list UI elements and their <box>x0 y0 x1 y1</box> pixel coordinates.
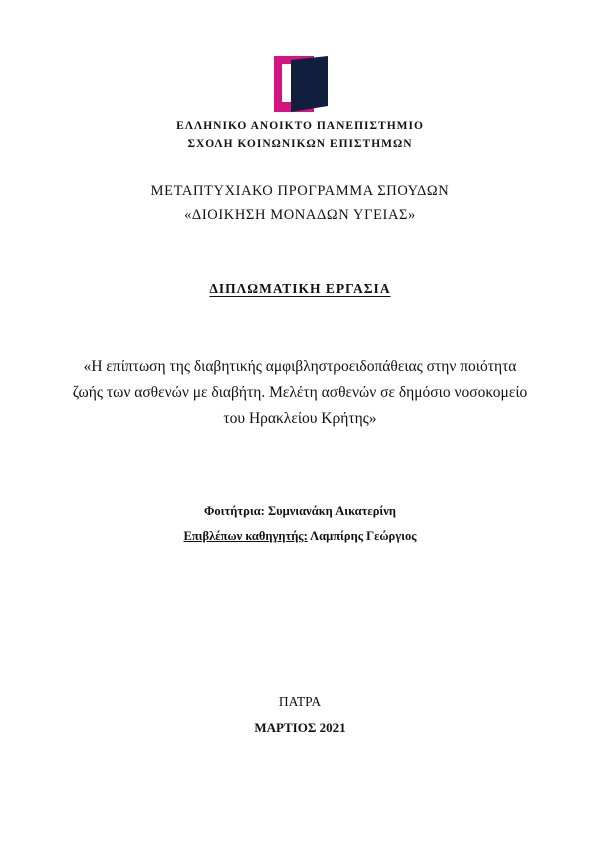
school-name: ΣΧΟΛΗ ΚΟΙΝΩΝΙΚΩΝ ΕΠΙΣΤΗΜΩΝ <box>187 138 413 150</box>
thesis-type-heading: ΔΙΠΛΩΜΑΤΙΚΗ ΕΡΓΑΣΙΑ <box>209 281 391 296</box>
supervisor-label: Επιβλέπων καθηγητής: <box>183 529 308 543</box>
submission-date: ΜΑΡΤΙΟΣ 2021 <box>254 720 346 735</box>
program-name: «ΔΙΟΙΚΗΣΗ ΜΟΝΑΔΩΝ ΥΓΕΙΑΣ» <box>184 207 416 223</box>
university-logo <box>274 56 328 112</box>
program-type: ΜΕΤΑΠΤΥΧΙΑΚΟ ΠΡΟΓΡΑΜΜΑ ΣΠΟΥΔΩΝ <box>150 183 450 199</box>
city: ΠΑΤΡΑ <box>278 694 322 709</box>
supervisor-name: Λαμπίρης Γεώργιος <box>307 529 417 543</box>
supervisor-line <box>0 529 600 544</box>
thesis-title: «Η επίπτωση της διαβητικής αμφιβληστροειδοπάθειας στην ποιότητα ζωής των ασθενών με διαβήτη. Μελέτη ασθενών σε δημόσιο νοσοκομείο του Ηρακλείου Κρήτης» <box>72 358 528 427</box>
student-name: Φοιτήτρια: Συμνιανάκη Αικατερίνη <box>204 504 396 518</box>
university-name: ΕΛΛΗΝΙΚΟ ΑΝΟΙΚΤΟ ΠΑΝΕΠΙΣΤΗΜΙΟ <box>176 120 424 132</box>
